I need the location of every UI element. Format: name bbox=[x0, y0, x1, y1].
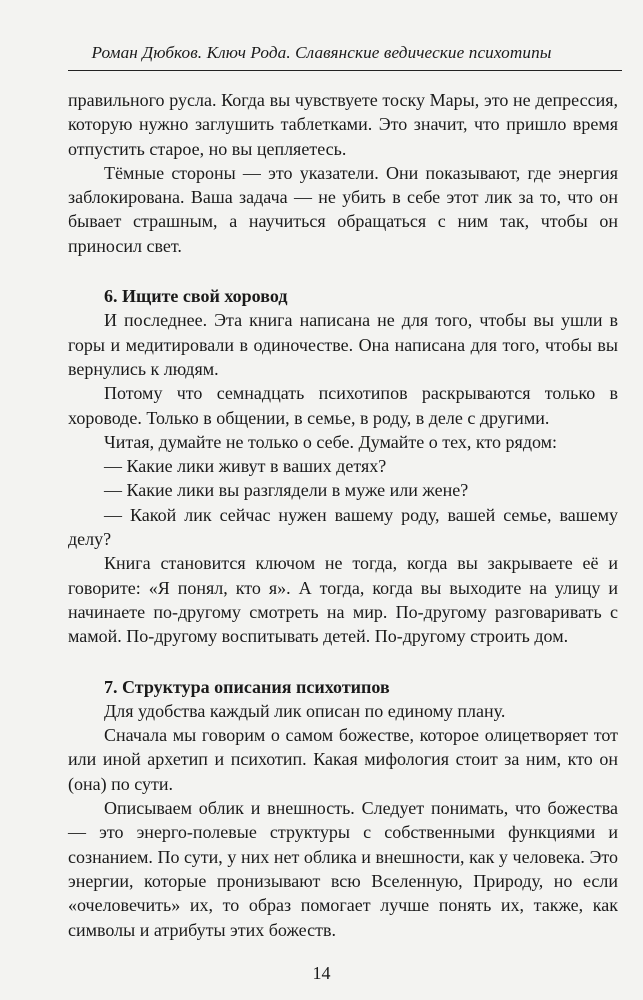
page-number: 14 bbox=[312, 963, 331, 983]
paragraph: Тёмные стороны — это указатели. Они показывают, где энергия заблокирована. Ваша задача — не убить в себе этот лик за то, что он бывает страшным, а научиться обращаться с ним так, чтобы он приносил свет. bbox=[68, 162, 618, 256]
page-body bbox=[68, 88, 618, 942]
paragraph: Читая, думайте не только о себе. Думайте о тех, кто рядом: bbox=[104, 431, 558, 452]
paragraph: Описываем облик и внешность. Следует понимать, что божества — это энерго-полевые структуры с собственными функциями и сознанием. По сути, у них нет облика и внешности, как у человека. Это энергии, которые пронизывают всю Вселенную, Природу, но если «очеловечить» их, то образ помогает лучше понять их, также, как символы и атрибуты этих божеств. bbox=[68, 798, 618, 940]
paragraph: И последнее. Эта книга написана не для того, чтобы вы ушли в горы и медитировали в одиночестве. Она написана для того, чтобы вы вернулись к людям. bbox=[68, 310, 618, 379]
header-rule bbox=[68, 70, 622, 71]
paragraph: Потому что семнадцать психотипов раскрываются только в хороводе. Только в общении, в семье, в роду, в деле с другими. bbox=[68, 383, 618, 428]
paragraph: Сначала мы говорим о самом божестве, которое олицетворяет тот или иной архетип и психотип. Какая мифология стоит за ним, кто он (она) по сути. bbox=[68, 725, 618, 794]
running-header: Роман Дюбков. Ключ Рода. Славянские ведические психотипы bbox=[91, 43, 552, 62]
paragraph: правильного русла. Когда вы чувствуете тоску Мары, это не депрессия, которую нужно заглушить таблетками. Это значит, что пришло время отпустить старое, но вы цепляетесь. bbox=[68, 90, 618, 159]
paragraph: Книга становится ключом не тогда, когда вы закрываете её и говорите: «Я понял, кто я». А тогда, когда вы выходите на улицу и начинаете по-другому смотреть на мир. По-другому разговаривать с мамой. По-другому воспитывать детей. По-другому строить дом. bbox=[68, 553, 618, 647]
section-heading: 7. Структура описания психотипов bbox=[104, 676, 390, 697]
question-line: — Какие лики живут в ваших детях? bbox=[104, 456, 387, 477]
question-line: — Какие лики вы разглядели в муже или жене? bbox=[104, 480, 469, 501]
question-line: — Какой лик сейчас нужен вашему роду, вашей семье, вашему делу? bbox=[68, 504, 618, 550]
paragraph: Для удобства каждый лик описан по единому плану. bbox=[104, 700, 506, 721]
section-heading: 6. Ищите свой хоровод bbox=[104, 286, 288, 307]
